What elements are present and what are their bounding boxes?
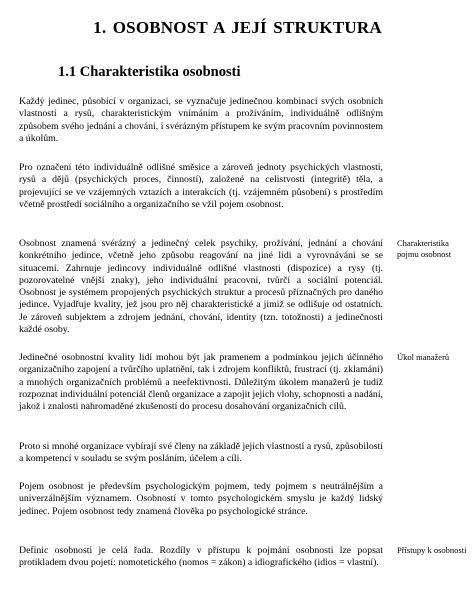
paragraph-psychological-concept: Pojem osobnost je především psychologickým pojmem, tedy pojmem s neutrálnějším a univerzálnějším významem. Osobností v tomto psychologickém smyslu je každý lidský jedinec. Pojem osobnost tedy znamená člověka po psychologické stránce.	[19, 481, 383, 517]
paragraph-intro: Každý jedinec, působící v organizaci, se vyznačuje jedinečnou kombinací svých osobních vlastností a rysů, charakteristickým vnímáním a prožíváním, individuálně odlišným způsobem svého jednání a chování, i svérázným přístupem ke svým pracovním povinnostem a úkolům.	[19, 96, 383, 144]
section-title: 1.1 Charakteristika osobnosti	[58, 64, 241, 80]
paragraph-definitions: Definic osobnosti je celá řada. Rozdíly v přístupu k pojmání osobnosti lze popsat protikladem dvou pojetí: nomotetického (nomos = zákon) a idiografického (idios = vlastní).	[19, 545, 383, 569]
paragraph-organization-selection: Proto si mnohé organizace vybírají své členy na základě jejich vlastností a rysů, způsobilostí a kompetencí v souladu se svým posláním, účelem a cíli.	[19, 441, 383, 465]
margin-note-concept: Charakteristika pojmu osobnost	[397, 238, 452, 259]
margin-note-managers: Úkol manažerů	[397, 352, 450, 362]
chapter-title: 1. OSOBNOST A JEJÍ STRUKTURA	[93, 18, 382, 37]
paragraph-personality-whole: Osobnost znamená svérázný a jedinečný celek psychiky, prožívání, jednání a chování konkrétního jedince, včetně jeho způsobu reagování na jiné lidi a vyrovnávání se se situacemi. Zahrnuje jedincovy individuálně odlišné vlastnosti (dispozice) a rysy (tj. pozorovatelné vnější znaky), jeho individuální pracovní, tvůrčí a sociální potenciál. Osobnost je systémem propojených psychických struktur a procesů příznačných pro daného jedince. Vyjadřuje kvality, jež jsou pro něj charakteristické a jimiž se odlišuje od ostatních. Je zároveň subjektem a zdrojem jednání, chování, identity (tzn. totožnosti) a jedinečnosti každé osoby.	[19, 238, 383, 336]
margin-note-approaches: Přístupy k osobnosti	[397, 545, 467, 555]
paragraph-manager-task: Jedinečné osobnostní kvality lidí mohou být jak pramenem a podmínkou jejich účinného organizačního zapojení a tvůrčího uplatnění, tak i zdrojem konfliktů, frustrací (tj. zklamání) a mnohých organizačních problémů a neefektivnosti. Důležitým úkolem manažerů je tudíž rozpoznat individuální potenciál členů organizace a zapojit jejich vlohy, schopnosti a nadání, jakož i znalosti nahromaděné zkušeností do procesu dosahování organizačních cílů.	[19, 352, 383, 413]
paragraph-term-definition: Pro označení této individuálně odlišné směsice a zároveň jednoty psychických vlastností, rysů a dějů (psychických proces, činností), založené na celistvosti (integritě) těla, a projevující se ve vzájemných vztazích a interakcích (tj. vzájemném působení) s prostředím včetně prostředí sociálního a organizačního se vžil pojem osobnost.	[19, 162, 383, 210]
